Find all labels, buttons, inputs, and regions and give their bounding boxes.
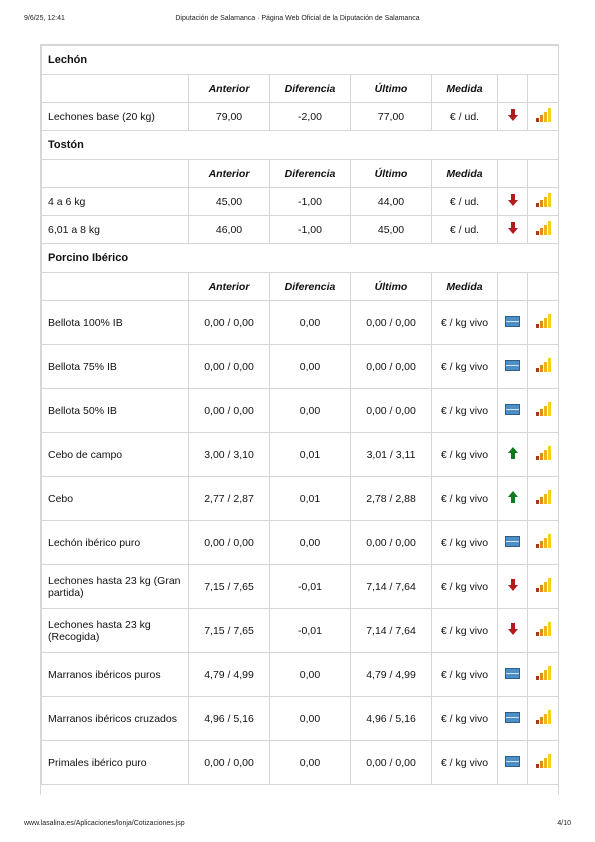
trend-cell [498,609,528,653]
column-header-anterior: Anterior [189,273,270,301]
equal-icon [505,756,520,767]
diferencia-value: -0,01 [270,565,351,609]
arrow-down-icon [508,109,518,121]
arrow-down-icon [508,579,518,591]
anterior-value: 7,15 / 7,65 [189,565,270,609]
column-header-diferencia: Diferencia [270,75,351,103]
anterior-value: 45,00 [189,188,270,216]
table-row [42,103,559,131]
column-header-empty [498,273,528,301]
ultimo-value: 3,01 / 3,11 [351,433,432,477]
chart-link-cell[interactable] [528,521,559,565]
product-name: Cebo de campo [42,433,189,477]
medida-value: € / kg vivo [432,477,498,521]
product-name: Bellota 100% IB [42,301,189,345]
bar-chart-icon[interactable] [536,534,551,548]
table-row [42,521,559,565]
table-row [42,477,559,521]
bar-chart-icon[interactable] [536,193,551,207]
ultimo-value: 0,00 / 0,00 [351,741,432,785]
ultimo-value: 0,00 / 0,00 [351,345,432,389]
print-datetime: 9/6/25, 12:41 [24,15,65,22]
arrow-up-icon [508,491,518,503]
diferencia-value: 0,00 [270,345,351,389]
column-header-empty [528,273,559,301]
trend-cell [498,301,528,345]
bar-chart-icon[interactable] [536,490,551,504]
ultimo-value: 45,00 [351,216,432,244]
table-row [42,433,559,477]
product-name: Lechones base (20 kg) [42,103,189,131]
equal-icon [505,536,520,547]
chart-link-cell[interactable] [528,301,559,345]
bar-chart-icon[interactable] [536,358,551,372]
bar-chart-icon[interactable] [536,402,551,416]
product-name: Lechón ibérico puro [42,521,189,565]
medida-value: € / ud. [432,188,498,216]
medida-value: € / kg vivo [432,389,498,433]
anterior-value: 3,00 / 3,10 [189,433,270,477]
medida-value: € / kg vivo [432,301,498,345]
product-name: Bellota 50% IB [42,389,189,433]
table-row [42,389,559,433]
product-name: Lechones hasta 23 kg (Gran partida) [42,565,189,609]
column-header-anterior: Anterior [189,160,270,188]
chart-link-cell[interactable] [528,697,559,741]
product-name: Lechones hasta 23 kg (Recogida) [42,609,189,653]
medida-value: € / ud. [432,216,498,244]
section-title: Tostón [42,131,559,160]
chart-link-cell[interactable] [528,433,559,477]
quotes-table-container [40,44,559,795]
bar-chart-icon[interactable] [536,314,551,328]
anterior-value: 0,00 / 0,00 [189,301,270,345]
section-title: Lechón [42,46,559,75]
anterior-value: 46,00 [189,216,270,244]
chart-link-cell[interactable] [528,477,559,521]
diferencia-value: 0,00 [270,653,351,697]
medida-value: € / kg vivo [432,741,498,785]
product-name: Bellota 75% IB [42,345,189,389]
trend-cell [498,565,528,609]
column-header-row [42,75,559,103]
table-row [42,697,559,741]
column-header-diferencia: Diferencia [270,273,351,301]
column-header-empty [42,75,189,103]
ultimo-value: 77,00 [351,103,432,131]
trend-cell [498,103,528,131]
diferencia-value: 0,00 [270,301,351,345]
ultimo-value: 7,14 / 7,64 [351,565,432,609]
arrow-down-icon [508,623,518,635]
table-row [42,565,559,609]
trend-cell [498,216,528,244]
column-header-medida: Medida [432,75,498,103]
bar-chart-icon[interactable] [536,622,551,636]
diferencia-value: 0,00 [270,697,351,741]
column-header-empty [498,75,528,103]
column-header-row [42,160,559,188]
quotes-table [41,45,559,785]
chart-link-cell[interactable] [528,103,559,131]
chart-link-cell[interactable] [528,216,559,244]
table-row [42,741,559,785]
medida-value: € / ud. [432,103,498,131]
medida-value: € / kg vivo [432,565,498,609]
diferencia-value: 0,00 [270,521,351,565]
ultimo-value: 4,79 / 4,99 [351,653,432,697]
anterior-value: 0,00 / 0,00 [189,521,270,565]
trend-cell [498,653,528,697]
medida-value: € / kg vivo [432,433,498,477]
section-title: Porcino Ibérico [42,244,559,273]
print-page-number: 4/10 [557,820,571,827]
diferencia-value: -1,00 [270,188,351,216]
chart-link-cell[interactable] [528,188,559,216]
trend-cell [498,188,528,216]
bar-chart-icon[interactable] [536,221,551,235]
bar-chart-icon[interactable] [536,578,551,592]
diferencia-value: 0,00 [270,741,351,785]
column-header-empty [528,75,559,103]
product-name: 4 a 6 kg [42,188,189,216]
bar-chart-icon[interactable] [536,666,551,680]
diferencia-value: -0,01 [270,609,351,653]
product-name: Marranos ibéricos cruzados [42,697,189,741]
ultimo-value: 0,00 / 0,00 [351,301,432,345]
trend-cell [498,521,528,565]
table-row [42,188,559,216]
column-header-ultimo: Último [351,75,432,103]
column-header-medida: Medida [432,160,498,188]
column-header-empty [42,160,189,188]
equal-icon [505,712,520,723]
anterior-value: 7,15 / 7,65 [189,609,270,653]
column-header-empty [498,160,528,188]
medida-value: € / kg vivo [432,697,498,741]
ultimo-value: 0,00 / 0,00 [351,389,432,433]
table-row [42,653,559,697]
table-row [42,609,559,653]
trend-cell [498,389,528,433]
diferencia-value: 0,00 [270,389,351,433]
product-name: Marranos ibéricos puros [42,653,189,697]
trend-cell [498,741,528,785]
medida-value: € / kg vivo [432,653,498,697]
product-name: Primales ibérico puro [42,741,189,785]
anterior-value: 4,96 / 5,16 [189,697,270,741]
column-header-ultimo: Último [351,160,432,188]
section-header-row [42,244,559,273]
equal-icon [505,668,520,679]
ultimo-value: 44,00 [351,188,432,216]
trend-cell [498,477,528,521]
column-header-empty [42,273,189,301]
column-header-diferencia: Diferencia [270,160,351,188]
table-row [42,345,559,389]
chart-link-cell[interactable] [528,345,559,389]
anterior-value: 0,00 / 0,00 [189,345,270,389]
anterior-value: 79,00 [189,103,270,131]
equal-icon [505,316,520,327]
anterior-value: 0,00 / 0,00 [189,741,270,785]
diferencia-value: -1,00 [270,216,351,244]
medida-value: € / kg vivo [432,521,498,565]
section-header-row [42,46,559,75]
chart-link-cell[interactable] [528,741,559,785]
chart-link-cell[interactable] [528,389,559,433]
bar-chart-icon[interactable] [536,108,551,122]
diferencia-value: -2,00 [270,103,351,131]
medida-value: € / kg vivo [432,345,498,389]
column-header-empty [528,160,559,188]
medida-value: € / kg vivo [432,609,498,653]
column-header-ultimo: Último [351,273,432,301]
anterior-value: 4,79 / 4,99 [189,653,270,697]
arrow-down-icon [508,194,518,206]
section-header-row [42,131,559,160]
chart-link-cell[interactable] [528,609,559,653]
trend-cell [498,697,528,741]
table-row [42,301,559,345]
equal-icon [505,404,520,415]
ultimo-value: 4,96 / 5,16 [351,697,432,741]
column-header-medida: Medida [432,273,498,301]
product-name: Cebo [42,477,189,521]
column-header-anterior: Anterior [189,75,270,103]
anterior-value: 0,00 / 0,00 [189,389,270,433]
ultimo-value: 2,78 / 2,88 [351,477,432,521]
trend-cell [498,345,528,389]
ultimo-value: 7,14 / 7,64 [351,609,432,653]
bar-chart-icon[interactable] [536,710,551,724]
table-row [42,216,559,244]
chart-link-cell[interactable] [528,565,559,609]
product-name: 6,01 a 8 kg [42,216,189,244]
anterior-value: 2,77 / 2,87 [189,477,270,521]
print-url: www.lasalina.es/Aplicaciones/lonja/Cotizaciones.jsp [24,820,185,827]
chart-link-cell[interactable] [528,653,559,697]
print-page-title: Diputación de Salamanca · Página Web Oficial de la Diputación de Salamanca [175,15,420,22]
trend-cell [498,433,528,477]
ultimo-value: 0,00 / 0,00 [351,521,432,565]
diferencia-value: 0,01 [270,477,351,521]
bar-chart-icon[interactable] [536,446,551,460]
column-header-row [42,273,559,301]
equal-icon [505,360,520,371]
arrow-up-icon [508,447,518,459]
arrow-down-icon [508,222,518,234]
diferencia-value: 0,01 [270,433,351,477]
bar-chart-icon[interactable] [536,754,551,768]
